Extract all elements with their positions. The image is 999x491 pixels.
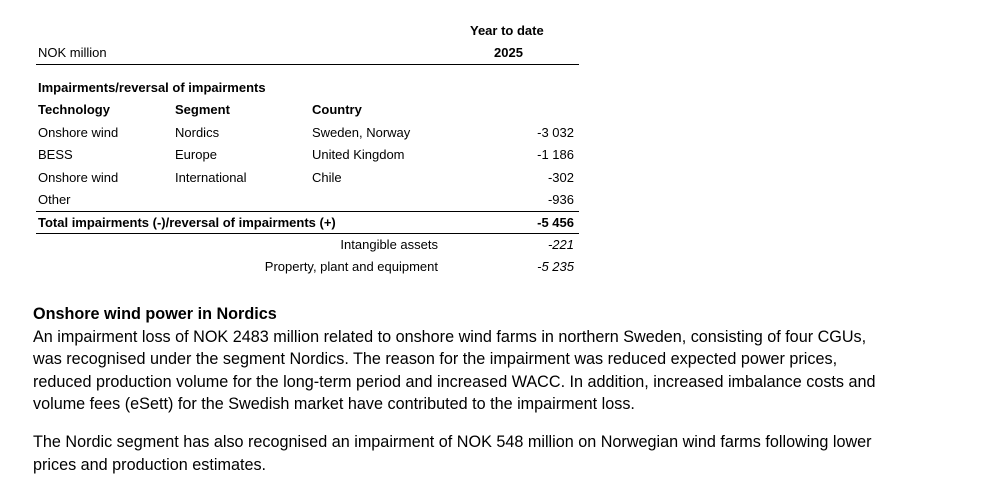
- header-segment: Segment: [175, 102, 230, 117]
- commentary-section: [33, 303, 983, 476]
- breakdown-intangible-value: -221: [547, 237, 574, 252]
- breakdown-ppe-value: -5 235: [537, 259, 574, 274]
- para-1-line-2: was recognised under the segment Nordics. The reason for the impairment was reduced expected power prices,: [33, 350, 838, 369]
- col-header-year: 2025: [494, 45, 523, 60]
- row-1-segment: Nordics: [175, 125, 220, 140]
- row-2-technology: BESS: [38, 147, 73, 162]
- row-4-technology: Other: [38, 192, 71, 207]
- row-2-value: -1 186: [537, 147, 574, 162]
- paragraph-spacer: [33, 416, 983, 431]
- header-divider: [36, 64, 579, 65]
- row-3-country: Chile: [312, 170, 342, 185]
- header-technology: Technology: [38, 102, 110, 117]
- row-3-value: -302: [547, 170, 574, 185]
- row-1-value: -3 032: [537, 125, 574, 140]
- breakdown-ppe-label: Property, plant and equipment: [264, 259, 438, 274]
- row-1-country: Sweden, Norway: [312, 125, 411, 140]
- col-header-year-to-date: Year to date: [470, 23, 544, 38]
- row-2-segment: Europe: [175, 147, 217, 162]
- para-1-line-1: An impairment loss of NOK 2483 million related to onshore wind farms in northern Sweden, consisting of four CGUs,: [33, 327, 867, 346]
- section-heading: Onshore wind power in Nordics: [33, 305, 277, 323]
- row-3-segment: International: [175, 170, 247, 185]
- total-divider-top: [36, 211, 579, 212]
- total-divider-bottom: [36, 233, 579, 234]
- para-1-line-3: reduced production volume for the long-term period and increased WACC. In addition, increased imbalance costs and: [33, 372, 876, 391]
- total-value: -5 456: [537, 215, 574, 230]
- row-4-value: -936: [547, 192, 574, 207]
- para-2-line-1: The Nordic segment has also recognised an impairment of NOK 548 million on Norwegian wind farms following lower: [33, 432, 872, 451]
- total-label: Total impairments (-)/reversal of impairments (+): [38, 215, 336, 230]
- header-country: Country: [312, 102, 362, 117]
- row-2-country: United Kingdom: [312, 147, 405, 162]
- breakdown-intangible-label: Intangible assets: [340, 237, 438, 252]
- row-3-technology: Onshore wind: [38, 170, 119, 185]
- para-2-line-2: prices and production estimates.: [33, 455, 267, 474]
- unit-label: NOK million: [38, 45, 107, 60]
- para-1-line-4: volume fees (eSett) for the Swedish market have contributed to the impairment loss.: [33, 395, 635, 414]
- row-1-technology: Onshore wind: [38, 125, 119, 140]
- section-title: Impairments/reversal of impairments: [38, 80, 266, 95]
